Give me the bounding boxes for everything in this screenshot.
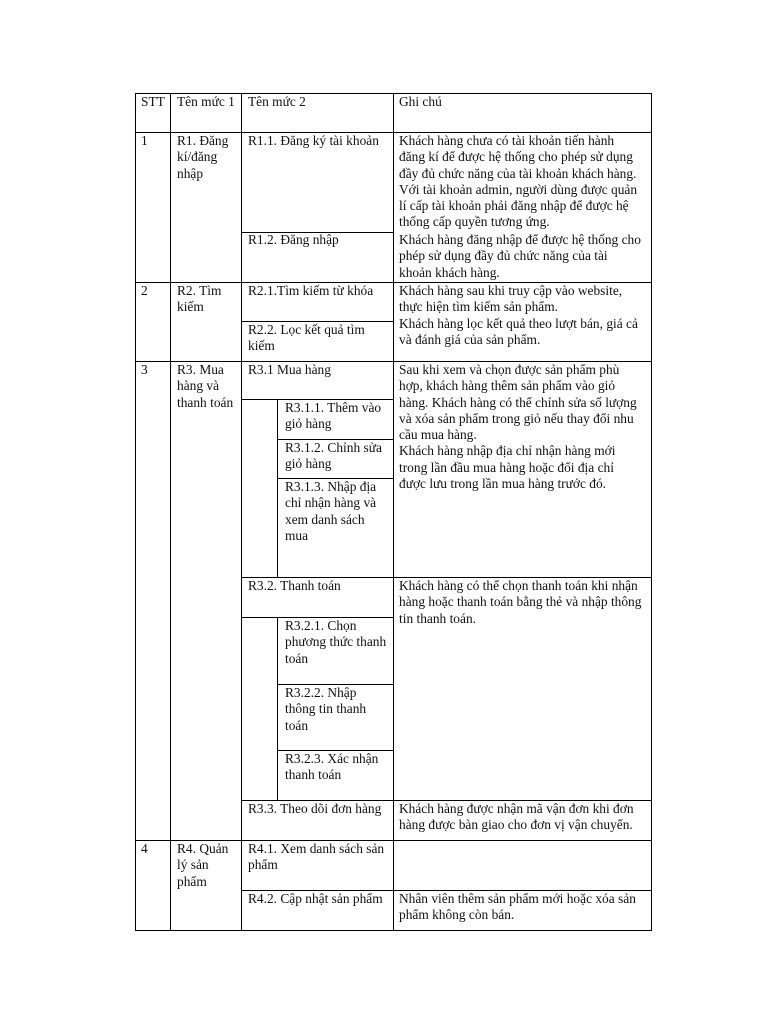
note-cell: Sau khi xem và chọn được sản phẩm phù hợp, khách hàng thêm sản phẩm vào giỏ hàng. Khách hàng có thể chỉnh sửa số lượng và xóa sản phẩm trong giỏ nếu thay đổi nhu cầu mua hàng. Khách hàng nhập địa chỉ nhận hàng mới trong lần đầu mua hàng hoặc đổi địa chỉ được lưu trong lần mua hàng trước đó. (399, 362, 637, 492)
row-level1: R3. Mua hàng và thanh toán (177, 362, 234, 410)
note-cell: Khách hàng chưa có tài khoản tiến hành đăng kí để được hệ thống cho phép sử dụng đầy đủ chức năng của tài khoản khách hàng. Với tài khoản admin, người dùng được quản lí cấp tài khoản phải đăng nhập để được hệ thống cấp quyền tương ứng. (399, 133, 638, 230)
level2-item: R1.2. Đăng nhập (248, 232, 339, 247)
subitem-divider (277, 617, 278, 801)
level3-item: R3.2.1. Chọn phương thức thanh toán (285, 618, 387, 666)
level2-item: R2.1.Tìm kiếm từ khóa (248, 283, 374, 298)
header-note: Ghi chú (399, 94, 442, 109)
level2-item: R2.2. Lọc kết quả tìm kiếm (248, 322, 365, 354)
subitem-divider (277, 399, 278, 578)
row-stt: 1 (141, 133, 148, 148)
table-border-left (135, 93, 136, 931)
level2-item: R4.1. Xem danh sách sản phẩm (248, 841, 385, 873)
row-level1: R4. Quản lý sản phẩm (177, 841, 229, 889)
row-stt: 3 (141, 362, 148, 377)
level2-item: R1.1. Đăng ký tài khoản (248, 133, 379, 148)
row-level1: R2. Tìm kiếm (177, 283, 222, 315)
header-stt: STT (141, 94, 165, 109)
table-border-right (651, 93, 652, 931)
column-divider (170, 93, 171, 931)
note-cell: Nhân viên thêm sản phẩm mới hoặc xóa sản phẩm không còn bán. (399, 891, 636, 923)
level3-item: R3.1.2. Chỉnh sửa giỏ hàng (285, 440, 382, 472)
level2-item: R3.1 Mua hàng (248, 362, 331, 377)
level3-item: R3.1.3. Nhập địa chỉ nhận hàng và xem danh sách mua (285, 479, 377, 543)
column-divider (393, 93, 394, 931)
note-cell: Khách hàng sau khi truy cập vào website, thực hiện tìm kiếm sản phẩm. Khách hàng lọc kết quả theo lượt bán, giá cả và đánh giá của sản phẩm. (399, 283, 638, 347)
note-cell: Khách hàng đăng nhập để được hệ thống cho phép sử dụng đầy đủ chức năng của tài khoản khách hàng. (399, 232, 641, 280)
column-divider (241, 93, 242, 931)
row-level1: R1. Đăng kí/đăng nhập (177, 133, 229, 181)
row-stt: 4 (141, 841, 148, 856)
header-level2: Tên mức 2 (248, 94, 306, 109)
level3-item: R3.2.3. Xác nhận thanh toán (285, 751, 379, 783)
row-stt: 2 (141, 283, 148, 298)
level2-item: R4.2. Cập nhật sản phẩm (248, 891, 383, 906)
level2-item: R3.2. Thanh toán (248, 578, 341, 593)
note-cell: Khách hàng được nhận mã vận đơn khi đơn hàng được bàn giao cho đơn vị vận chuyển. (399, 801, 634, 833)
header-level1: Tên mức 1 (177, 94, 235, 109)
note-cell: Khách hàng có thể chọn thanh toán khi nhận hàng hoặc thanh toán bằng thẻ và nhập thông tin thanh toán. (399, 578, 642, 626)
level2-item: R3.3. Theo dõi đơn hàng (248, 801, 382, 816)
level3-item: R3.1.1. Thêm vào giỏ hàng (285, 400, 382, 432)
level3-item: R3.2.2. Nhập thông tin thanh toán (285, 685, 367, 733)
